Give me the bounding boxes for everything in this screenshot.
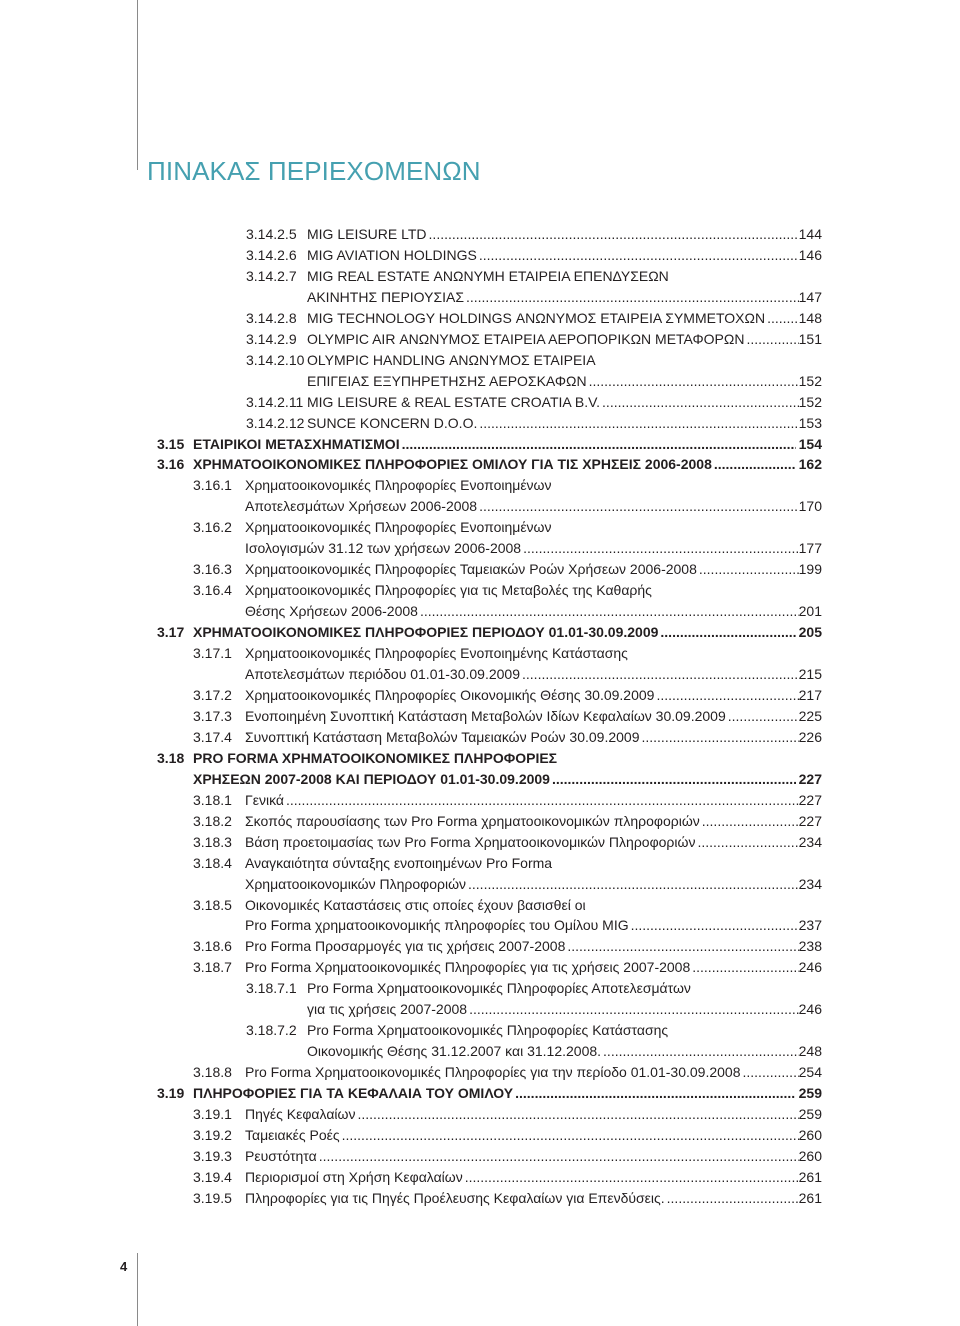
toc-entry-continuation: [0, 769, 822, 790]
toc-page-number: 259: [798, 1085, 822, 1102]
dot-leader: [631, 915, 799, 936]
toc-section-title: MIG REAL ESTATE ΑΝΩΝΥΜΗ ΕΤΑΙΡΕΙΑ ΕΠΕΝΔΥΣΕΩΝ: [307, 267, 669, 284]
toc-page-number: 146: [798, 246, 822, 263]
toc-section-number: 3.14.2.10: [246, 351, 305, 368]
toc-entry: [0, 454, 822, 475]
dot-leader: [702, 811, 799, 832]
toc-section-number: 3.17: [157, 624, 185, 641]
toc-section-number: 3.18.7.2: [246, 1022, 297, 1039]
toc-section-title: Περιορισμοί στη Χρήση Κεφαλαίων: [245, 1168, 463, 1185]
dot-leader: [465, 1167, 799, 1188]
toc-section-number: 3.14.2.5: [246, 226, 297, 242]
toc-section-title: Pro Forma χρηματοοικονομικής πληροφορίες του Ομίλου MIG: [245, 917, 629, 934]
toc-section-number: 3.19.5: [193, 1189, 232, 1206]
toc-page-number: 237: [798, 917, 822, 934]
toc-section-number: 3.19.1: [193, 1106, 232, 1123]
toc-page-number: 147: [798, 288, 822, 305]
toc-page-number: 226: [798, 728, 822, 745]
toc-section-number: 3.16.4: [193, 582, 232, 599]
toc-section-title: Χρηματοοικονομικές Πληροφορίες Ενοποιημένων: [245, 477, 552, 494]
margin-rule-top: [137, 0, 138, 170]
toc-section-number: 3.14.2.7: [246, 267, 297, 284]
toc-entry: [0, 1104, 822, 1125]
toc-section-title: Σκοπός παρουσίασης των Pro Forma χρηματοοικονομικών πληροφοριών: [245, 812, 700, 829]
toc-entry: [0, 1125, 822, 1146]
toc-section-title: Pro Forma Χρηματοοικονομικές Πληροφορίες Κατάστασης: [307, 1022, 669, 1039]
toc-section-number: 3.17.3: [193, 707, 232, 724]
dot-leader: [656, 685, 798, 706]
toc-section-title: Συνοπτική Κατάσταση Μεταβολών Ταμειακών Ροών 30.09.2009: [245, 728, 640, 745]
toc-section-title: Pro Forma Χρηματοοικονομικές Πληροφορίες για την περίοδο 01.01-30.09.2008: [245, 1064, 741, 1081]
toc-entry: [0, 245, 822, 266]
toc-entry: [0, 622, 822, 643]
dot-leader: [342, 1125, 799, 1146]
toc-section-number: 3.18.3: [193, 833, 232, 850]
dot-leader: [479, 413, 798, 434]
dot-leader: [589, 371, 799, 392]
toc-section-number: 3.19.3: [193, 1147, 232, 1164]
dot-leader: [468, 874, 799, 895]
toc-section-title: Πηγές Κεφαλαίων: [245, 1106, 356, 1123]
toc-entry-continuation: [0, 287, 822, 308]
toc-page-number: 234: [798, 833, 822, 850]
toc-section-title: MIG TECHNOLOGY HOLDINGS ΑΝΩΝΥΜΟΣ ΕΤΑΙΡΕΙΑ ΣΥΜΜΕΤΟΧΩΝ: [307, 309, 766, 326]
toc-section-title: Χρηματοοικονομικές Πληροφορίες για τις Μεταβολές της Καθαρής: [245, 582, 652, 599]
toc-section-number: 3.17.1: [193, 645, 232, 662]
dot-leader: [420, 601, 799, 622]
toc-entry: [0, 517, 822, 538]
toc-section-title: Οικονομικές Καταστάσεις στις οποίες έχουν βασισθεί οι: [245, 896, 586, 913]
margin-rule-bottom: [137, 1253, 138, 1326]
toc-entry: [0, 790, 822, 811]
toc-entry-continuation: [0, 371, 822, 392]
toc-section-number: 3.17.4: [193, 728, 232, 745]
toc-section-number: 3.18.6: [193, 938, 232, 955]
toc-entry-continuation: [0, 496, 822, 517]
toc-section-title: MIG LEISURE LTD: [307, 226, 427, 242]
toc-section-number: 3.18: [157, 749, 185, 766]
toc-entry: [0, 685, 822, 706]
page-title: ΠΙΝΑΚΑΣ ΠΕΡΙΕΧΟΜΕΝΩΝ: [147, 156, 481, 187]
toc-entry: [0, 1062, 822, 1083]
toc-page-number: 254: [798, 1064, 822, 1081]
toc-section-title: OLYMPIC HANDLING ΑΝΩΝΥΜΟΣ ΕΤΑΙΡΕΙΑ: [307, 351, 596, 368]
page-number: 4: [120, 1259, 128, 1274]
toc-section-number: 3.14.2.11: [246, 393, 304, 410]
dot-leader: [641, 727, 798, 748]
toc-section-title: για τις χρήσεις 2007-2008: [307, 1001, 468, 1018]
toc-entry: [0, 1083, 822, 1104]
toc-entry: [0, 350, 822, 371]
toc-section-number: 3.18.8: [193, 1064, 232, 1081]
toc-entry: [0, 329, 822, 350]
toc-page-number: 246: [798, 1001, 822, 1018]
toc-section-number: 3.14.2.8: [246, 309, 297, 326]
toc-entry: [0, 957, 822, 978]
toc-section-number: 3.16.2: [193, 519, 232, 536]
dot-leader: [522, 664, 799, 685]
dot-leader: [319, 1146, 799, 1167]
toc-page-number: 227: [798, 770, 822, 787]
table-of-contents: [0, 224, 960, 1209]
toc-page-number: 152: [798, 372, 822, 389]
toc-page-number: 177: [798, 540, 822, 557]
toc-entry: [0, 978, 822, 999]
toc-section-title: Αποτελεσμάτων περιόδου 01.01-30.09.2009: [245, 666, 521, 683]
toc-entry: [0, 224, 822, 245]
dot-leader: [746, 329, 798, 350]
toc-section-title: Pro Forma Προσαρμογές για τις χρήσεις 2007-2008: [245, 938, 566, 955]
toc-entry-continuation: [0, 1041, 822, 1062]
toc-page-number: 217: [798, 686, 822, 703]
toc-entry-continuation: [0, 538, 822, 559]
toc-entry: [0, 706, 822, 727]
toc-page-number: 201: [798, 603, 822, 620]
toc-section-number: 3.16.1: [193, 477, 232, 494]
toc-section-number: 3.18.7.1: [246, 980, 297, 997]
toc-page-number: 153: [798, 414, 822, 431]
toc-section-title: Ταμειακές Ροές: [245, 1126, 340, 1143]
toc-section-number: 3.18.7: [193, 959, 232, 976]
toc-entry: [0, 475, 822, 496]
toc-section-title: Pro Forma Χρηματοοικονομικές Πληροφορίες για τις χρήσεις 2007-2008: [245, 959, 691, 976]
dot-leader: [728, 706, 799, 727]
toc-section-title: Χρηματοοικονομικές Πληροφορίες Ταμειακών Ροών Χρήσεων 2006-2008: [245, 561, 697, 578]
toc-section-title: Χρηματοοικονομικών Πληροφοριών: [245, 875, 467, 892]
toc-page-number: 261: [798, 1168, 822, 1185]
toc-page-number: 260: [798, 1126, 822, 1143]
toc-page-number: 260: [798, 1147, 822, 1164]
toc-section-number: 3.14.2.12: [246, 414, 305, 431]
toc-page-number: 205: [798, 624, 822, 641]
dot-leader: [667, 1188, 799, 1209]
toc-section-number: 3.18.5: [193, 896, 232, 913]
toc-entry-continuation: [0, 664, 822, 685]
dot-leader: [429, 224, 799, 245]
toc-section-title: Γενικά: [245, 791, 284, 808]
toc-entry: [0, 936, 822, 957]
toc-section-title: Ρευστότητα: [245, 1147, 317, 1164]
toc-entry: [0, 559, 822, 580]
toc-page-number: 225: [798, 707, 822, 724]
toc-entry-continuation: [0, 601, 822, 622]
toc-entry: [0, 811, 822, 832]
toc-section-title: PRO FORMA ΧΡΗΜΑΤΟΟΙΚΟΝΟΜΙΚΕΣ ΠΛΗΡΟΦΟΡΙΕΣ: [193, 749, 558, 766]
toc-entry: [0, 643, 822, 664]
toc-section-title: Pro Forma Χρηματοοικονομικές Πληροφορίες Αποτελεσμάτων: [307, 980, 691, 997]
dot-leader: [552, 769, 796, 790]
toc-section-number: 3.14.2.9: [246, 330, 297, 347]
toc-entry: [0, 392, 822, 413]
dot-leader: [523, 538, 799, 559]
toc-section-title: Αναγκαιότητα σύνταξης ενοποιημένων Pro Forma: [245, 854, 553, 871]
toc-section-title: Οικονομικής Θέσης 31.12.2007 και 31.12.2008.: [307, 1043, 602, 1060]
toc-entry-continuation: [0, 874, 822, 895]
toc-section-title: SUNCE KONCERN D.O.O.: [307, 414, 478, 431]
dot-leader: [743, 1062, 799, 1083]
toc-section-title: Ισολογισμών 31.12 των χρήσεων 2006-2008: [245, 540, 522, 557]
toc-section-number: 3.16.3: [193, 561, 232, 578]
dot-leader: [714, 454, 796, 475]
dot-leader: [602, 392, 799, 413]
toc-page-number: 152: [798, 393, 822, 410]
toc-entry: [0, 895, 822, 916]
toc-page-number: 227: [798, 812, 822, 829]
toc-page-number: 259: [798, 1106, 822, 1123]
toc-entry: [0, 832, 822, 853]
toc-page-number: 148: [798, 309, 822, 326]
toc-section-title: ΕΤΑΙΡΙΚΟΙ ΜΕΤΑΣΧΗΜΑΤΙΣΜΟΙ: [193, 435, 400, 452]
toc-section-title: ΧΡΗΜΑΤΟΟΙΚΟΝΟΜΙΚΕΣ ΠΛΗΡΟΦΟΡΙΕΣ ΟΜΙΛΟΥ ΓΙΑ ΤΙΣ ΧΡΗΣΕΙΣ 2006-2008: [193, 456, 712, 473]
dot-leader: [603, 1041, 799, 1062]
toc-section-title: ΠΛΗΡΟΦΟΡΙΕΣ ΓΙΑ ΤΑ ΚΕΦΑΛΑΙΑ ΤΟΥ ΟΜΙΛΟΥ: [193, 1085, 514, 1102]
toc-page-number: 246: [798, 959, 822, 976]
toc-section-number: 3.19.2: [193, 1126, 232, 1143]
toc-page-number: 162: [798, 456, 822, 473]
toc-section-title: ΑΚΙΝΗΤΗΣ ΠΕΡΙΟΥΣΙΑΣ: [307, 288, 464, 305]
toc-section-title: Αποτελεσμάτων Χρήσεων 2006-2008: [245, 498, 478, 515]
dot-leader: [697, 832, 798, 853]
toc-section-number: 3.15: [157, 435, 185, 452]
toc-entry: [0, 853, 822, 874]
toc-section-title: Χρηματοοικονομικές Πληροφορίες Ενοποιημένων: [245, 519, 552, 536]
toc-entry-continuation: [0, 915, 822, 936]
toc-page-number: 248: [798, 1043, 822, 1060]
toc-section-number: 3.19.4: [193, 1168, 232, 1185]
toc-section-number: 3.17.2: [193, 686, 232, 703]
toc-entry: [0, 748, 822, 769]
toc-entry: [0, 308, 822, 329]
toc-section-title: ΕΠΙΓΕΙΑΣ ΕΞΥΠΗΡΕΤΗΣΗΣ ΑΕΡΟΣΚΑΦΩΝ: [307, 372, 587, 389]
toc-page-number: 238: [798, 938, 822, 955]
toc-page-number: 234: [798, 875, 822, 892]
toc-section-title: Ενοποιημένη Συνοπτική Κατάσταση Μεταβολών Ιδίων Κεφαλαίων 30.09.2009: [245, 707, 726, 724]
dot-leader: [567, 936, 798, 957]
toc-section-title: MIG LEISURE & REAL ESTATE CROATIA B.V.: [307, 393, 601, 410]
toc-section-number: 3.16: [157, 456, 185, 473]
toc-section-title: Βάση προετοιμασίας των Pro Forma Χρηματοοικονομικών Πληροφοριών: [245, 833, 696, 850]
toc-section-title: ΧΡΗΣΕΩΝ 2007-2008 ΚΑΙ ΠΕΡΙΟΔΟΥ 01.01-30.09.2009: [193, 770, 550, 787]
dot-leader: [469, 999, 799, 1020]
dot-leader: [479, 245, 799, 266]
toc-section-title: OLYMPIC AIR ΑΝΩΝΥΜΟΣ ΕΤΑΙΡΕΙΑ ΑΕΡΟΠΟΡΙΚΩΝ ΜΕΤΑΦΟΡΩΝ: [307, 330, 745, 347]
toc-section-number: 3.18.1: [193, 791, 232, 808]
toc-section-title: Χρηματοοικονομικές Πληροφορίες Ενοποιημένης Κατάστασης: [245, 645, 628, 662]
toc-section-title: Πληροφορίες για τις Πηγές Προέλευσης Κεφαλαίων για Επενδύσεις.: [245, 1189, 665, 1206]
toc-section-number: 3.19: [157, 1085, 185, 1102]
dot-leader: [479, 496, 799, 517]
dot-leader: [515, 1083, 796, 1104]
dot-leader: [699, 559, 799, 580]
toc-entry: [0, 266, 822, 287]
toc-section-title: MIG AVIATION HOLDINGS: [307, 246, 477, 263]
toc-page-number: 151: [798, 330, 822, 347]
dot-leader: [402, 434, 796, 455]
toc-entry-continuation: [0, 999, 822, 1020]
dot-leader: [767, 308, 799, 329]
toc-page-number: 170: [798, 498, 822, 515]
toc-entry: [0, 434, 822, 455]
toc-section-number: 3.14.2.6: [246, 246, 297, 263]
toc-section-title: Χρηματοοικονομικές Πληροφορίες Οικονομικής Θέσης 30.09.2009: [245, 686, 655, 703]
toc-page-number: 199: [798, 561, 822, 578]
toc-entry: [0, 580, 822, 601]
dot-leader: [660, 622, 795, 643]
toc-entry: [0, 1020, 822, 1041]
dot-leader: [286, 790, 799, 811]
toc-section-title: Θέσης Χρήσεων 2006-2008: [245, 603, 418, 620]
toc-entry: [0, 413, 822, 434]
toc-page-number: 261: [798, 1189, 822, 1206]
toc-section-number: 3.18.2: [193, 812, 232, 829]
toc-entry: [0, 1188, 822, 1209]
dot-leader: [357, 1104, 798, 1125]
toc-page-number: 227: [798, 791, 822, 808]
toc-entry: [0, 1167, 822, 1188]
toc-page-number: 154: [798, 435, 822, 452]
toc-section-title: ΧΡΗΜΑΤΟΟΙΚΟΝΟΜΙΚΕΣ ΠΛΗΡΟΦΟΡΙΕΣ ΠΕΡΙΟΔΟΥ 01.01-30.09.2009: [193, 624, 659, 641]
toc-entry: [0, 727, 822, 748]
toc-page-number: 144: [798, 226, 822, 242]
dot-leader: [692, 957, 798, 978]
toc-page-number: 215: [798, 666, 822, 683]
dot-leader: [466, 287, 799, 308]
toc-section-number: 3.18.4: [193, 854, 232, 871]
toc-entry: [0, 1146, 822, 1167]
